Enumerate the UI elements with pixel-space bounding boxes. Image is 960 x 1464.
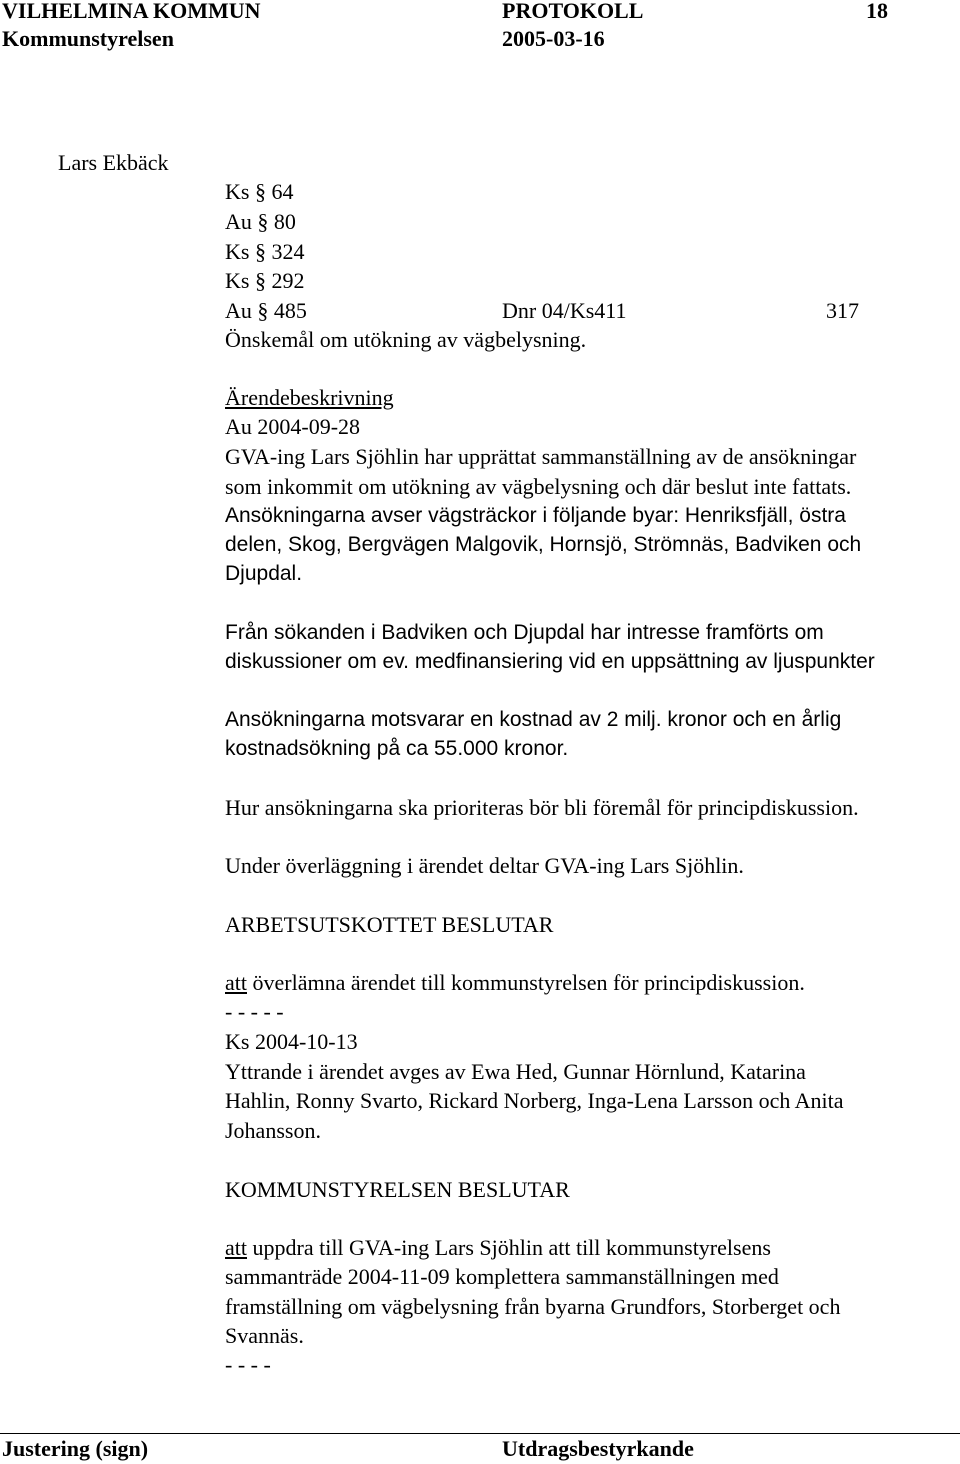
description-heading: Ärendebeskrivning [225, 385, 394, 410]
ks-decision-line: framställning om vägbelysning från byarna Grundfors, Storberget och [225, 1294, 841, 1319]
separator: - - - - [225, 1352, 271, 1377]
description-line: GVA-ing Lars Sjöhlin har upprättat sammanställning av de ansökningar [225, 444, 857, 469]
description-line: Ansökningarna avser vägsträckor i följande byar: Henriksfjäll, östra [225, 504, 846, 527]
body-name: Kommunstyrelsen [2, 26, 174, 51]
description-line: Djupdal. [225, 562, 303, 585]
description-line: som inkommit om utökning av vägbelysning och där beslut inte fattats. [225, 474, 852, 499]
ks-decision-heading: KOMMUNSTYRELSEN BESLUTAR [225, 1177, 570, 1202]
ks-decision-line: sammanträde 2004-11-09 komplettera sammanställningen med [225, 1264, 779, 1289]
section-ref: Ks § 64 [225, 179, 294, 204]
att-word: att [225, 1235, 247, 1260]
description-line: Ansökningarna motsvarar en kostnad av 2 milj. kronor och en årlig [225, 708, 842, 731]
protocol-date: 2005-03-16 [502, 26, 605, 51]
case-number: 317 [826, 298, 859, 323]
footer-utdragsbestyrkande: Utdragsbestyrkande [502, 1436, 694, 1461]
au-date-line: Au 2004-09-28 [225, 414, 361, 439]
au-decision-text [225, 970, 805, 996]
au-decision-body: överlämna ärendet till kommunstyrelsen för principdiskussion. [247, 970, 805, 995]
section-ref: Ks § 324 [225, 239, 305, 264]
description-line: delen, Skog, Bergvägen Malgovik, Hornsjö, Strömnäs, Badviken och [225, 533, 862, 556]
ks-statement-line: Hahlin, Ronny Svarto, Rickard Norberg, Inga-Lena Larsson och Anita [225, 1088, 844, 1113]
separator: - - - - - [225, 999, 284, 1024]
description-line: kostnadsökning på ca 55.000 kronor. [225, 737, 569, 760]
footer-justering: Justering (sign) [2, 1436, 149, 1461]
section-ref: Au § 80 [225, 209, 296, 234]
ks-decision-text [225, 1235, 771, 1261]
ks-decision-line: Svannäs. [225, 1323, 304, 1348]
description-line: Från sökanden i Badviken och Djupdal har intresse framförts om [225, 621, 824, 644]
footer-rule [0, 1433, 960, 1434]
page-number: 18 [866, 0, 888, 23]
case-subject: Önskemål om utökning av vägbelysning. [225, 327, 587, 352]
person-name: Lars Ekbäck [58, 150, 169, 175]
section-ref: Au § 485 [225, 298, 307, 323]
priority-line: Hur ansökningarna ska prioriteras bör bli föremål för principdiskussion. [225, 795, 859, 820]
au-decision-heading: ARBETSUTSKOTTET BESLUTAR [225, 912, 554, 937]
section-ref: Ks § 292 [225, 268, 305, 293]
municipality-name: VILHELMINA KOMMUN [2, 0, 261, 23]
deliberation-line: Under överläggning i ärendet deltar GVA-ing Lars Sjöhlin. [225, 853, 744, 878]
ks-decision-body: uppdra till GVA-ing Lars Sjöhlin att till kommunstyrelsens [247, 1235, 771, 1260]
description-line: diskussioner om ev. medfinansiering vid en uppsättning av ljuspunkter [225, 650, 875, 673]
ks-statement-line: Johansson. [225, 1118, 321, 1143]
diary-number: Dnr 04/Ks411 [502, 298, 627, 323]
ks-statement-line: Yttrande i ärendet avges av Ewa Hed, Gunnar Hörnlund, Katarina [225, 1059, 806, 1084]
document-type: PROTOKOLL [502, 0, 644, 23]
att-word: att [225, 970, 247, 995]
ks-date-line: Ks 2004-10-13 [225, 1029, 358, 1054]
